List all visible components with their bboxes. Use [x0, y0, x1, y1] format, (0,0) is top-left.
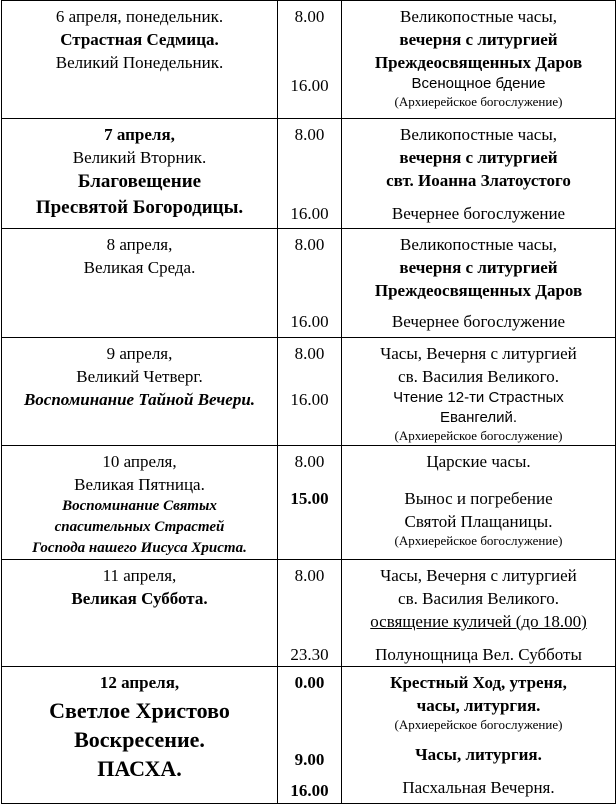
date-text: 9 апреля,	[106, 344, 173, 363]
time-cell	[278, 667, 342, 804]
table-row	[2, 229, 616, 338]
feast-title-2: Пресвятой Богородицы.	[35, 197, 244, 218]
time-cell	[278, 446, 342, 560]
memory-text-1: Воспоминание Святых	[62, 498, 217, 514]
service-4: Пасхальная Вечерня.	[402, 778, 555, 797]
memory-text: Воспоминание Тайной Вечери.	[23, 390, 256, 409]
day-cell	[2, 119, 278, 229]
table-row	[2, 560, 616, 667]
day-cell	[2, 667, 278, 804]
time-1: 8.00	[294, 452, 325, 471]
service-cell	[342, 229, 616, 338]
time-2: 9.00	[294, 750, 325, 769]
time-1: 8.00	[294, 566, 325, 585]
service-4: Вечернее богослужение	[391, 312, 566, 331]
date-text: 12 апреля,	[99, 673, 180, 692]
service-3: освящение куличей (до 18.00)	[370, 612, 587, 631]
service-1: Великопостные часы,	[400, 235, 557, 254]
time-cell	[278, 1, 342, 119]
service-3: свт. Иоанна Златоустого	[386, 171, 571, 190]
service-cell	[342, 119, 616, 229]
day-cell	[2, 229, 278, 338]
time-2: 15.00	[290, 489, 329, 508]
day-name: Великий Четверг.	[76, 367, 203, 386]
service-3: Преждеосвященных Даров	[374, 281, 583, 300]
service-1: Царские часы.	[426, 452, 531, 471]
service-note: (Архиерейское богослужение)	[394, 94, 563, 109]
date-text: 11 апреля,	[102, 566, 177, 585]
week-title: Страстная Седмица.	[60, 30, 219, 49]
day-cell	[2, 446, 278, 560]
memory-text-2: спасительных Страстей	[54, 519, 225, 535]
memory-text-3: Господа нашего Иисуса Христа.	[32, 540, 247, 556]
feast-title-2: Воскресение.	[74, 727, 205, 752]
time-1: 8.00	[294, 125, 325, 144]
service-2: вечерня с литургией	[399, 30, 558, 49]
time-1: 0.00	[294, 673, 325, 692]
service-2: вечерня с литургией	[399, 258, 558, 277]
table-row	[2, 1, 616, 119]
time-2: 16.00	[290, 204, 329, 223]
service-1: Великопостные часы,	[400, 7, 557, 26]
day-name: Великий Понедельник.	[55, 53, 224, 72]
time-1: 8.00	[294, 235, 325, 254]
service-2: Вынос и погребение	[404, 489, 553, 508]
service-note: (Архиерейское богослужение)	[394, 428, 563, 443]
service-3: Преждеосвященных Даров	[374, 53, 583, 72]
date-text: 6 апреля, понедельник.	[55, 7, 224, 26]
date-text: 7 апреля,	[104, 125, 175, 144]
day-cell	[2, 1, 278, 119]
service-note: (Архиерейское богослужение)	[394, 533, 563, 548]
time-cell	[278, 229, 342, 338]
table-row	[2, 119, 616, 229]
table-row	[2, 338, 616, 446]
date-text: 10 апреля,	[102, 452, 177, 471]
day-name: Великая Суббота.	[71, 589, 208, 608]
service-1: Крестный Ход, утреня,	[390, 673, 567, 692]
day-name: Великая Среда.	[83, 258, 196, 277]
feast-title-1: Светлое Христово	[49, 698, 230, 723]
time-2: 16.00	[290, 76, 329, 95]
service-4: Евангелий.	[439, 409, 518, 426]
service-4: Полунощница Вел. Субботы	[375, 645, 582, 664]
time-cell	[278, 338, 342, 446]
table-row	[2, 446, 616, 560]
time-3: 16.00	[290, 781, 329, 800]
schedule-table	[1, 0, 616, 804]
time-cell	[278, 560, 342, 667]
feast-title-3: ПАСХА.	[97, 756, 182, 781]
time-1: 8.00	[294, 7, 325, 26]
service-cell	[342, 446, 616, 560]
day-name: Великий Вторник.	[72, 148, 207, 167]
day-cell	[2, 338, 278, 446]
service-3: Святой Плащаницы.	[404, 512, 553, 531]
service-cell	[342, 1, 616, 119]
service-cell	[342, 560, 616, 667]
date-text: 8 апреля,	[106, 235, 173, 254]
day-cell	[2, 560, 278, 667]
time-1: 8.00	[294, 344, 325, 363]
service-2: св. Василия Великого.	[398, 589, 559, 608]
service-3: Чтение 12-ти Страстных	[393, 389, 564, 406]
service-2: св. Василия Великого.	[398, 367, 559, 386]
time-2: 16.00	[290, 312, 329, 331]
service-4: Всенощное бдение	[411, 75, 546, 92]
feast-title-1: Благовещение	[77, 171, 202, 192]
service-1: Часы, Вечерня с литургией	[380, 344, 577, 363]
service-2: часы, литургия.	[416, 696, 541, 715]
service-1: Часы, Вечерня с литургией	[380, 566, 577, 585]
service-cell	[342, 667, 616, 804]
service-1: Великопостные часы,	[400, 125, 557, 144]
service-3: Часы, литургия.	[415, 745, 542, 764]
service-4: Вечернее богослужение	[391, 204, 566, 223]
time-2: 23.30	[290, 645, 329, 664]
service-2: вечерня с литургией	[399, 148, 558, 167]
day-name: Великая Пятница.	[74, 475, 205, 494]
time-cell	[278, 119, 342, 229]
table-row	[2, 667, 616, 804]
service-note: (Архиерейское богослужение)	[394, 717, 563, 732]
service-cell	[342, 338, 616, 446]
time-2: 16.00	[290, 390, 329, 409]
